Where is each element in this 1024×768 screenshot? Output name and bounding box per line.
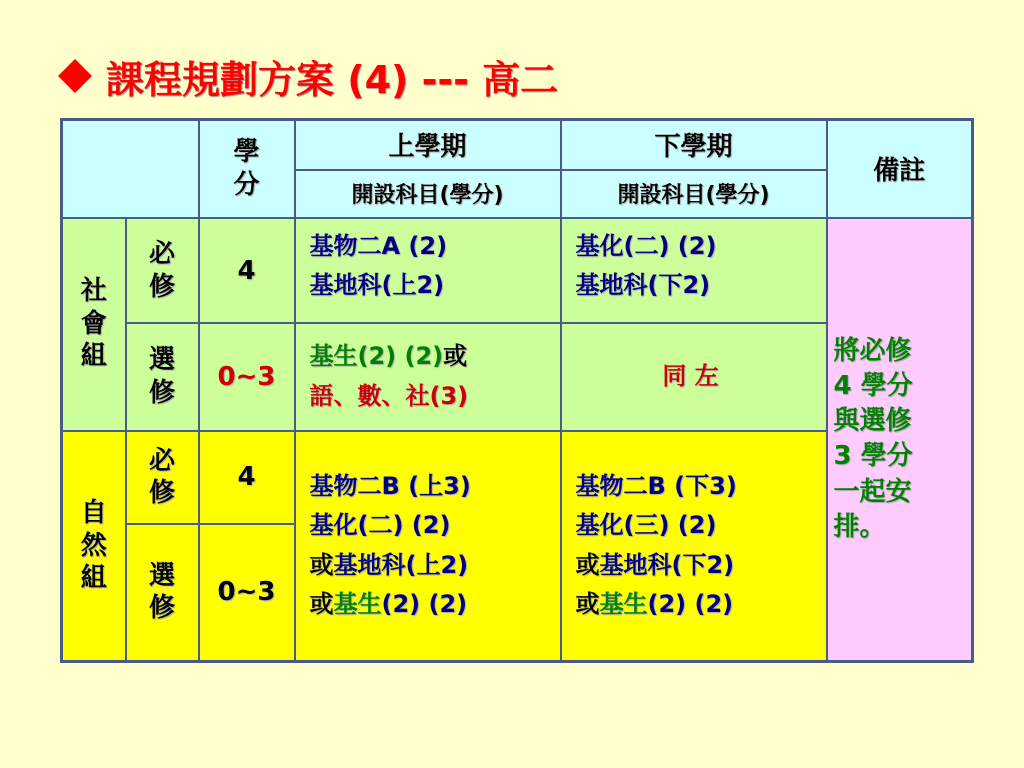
natural-first: 基物二B (上3) 基化(二) (2) 或基地科(上2) 或基生(2) (2) — [295, 431, 561, 662]
social-elective-first: 基生(2) (2)或 語、數、社(3) — [295, 323, 561, 430]
natural-required-label: 必修 — [126, 431, 199, 524]
natural-second: 基物二B (下3) 基化(三) (2) 或基地科(下2) 或基生(2) (2) — [561, 431, 827, 662]
social-required-label: 必修 — [126, 218, 199, 323]
social-elective-label: 選修 — [126, 323, 199, 430]
header-second-semester: 下學期 — [561, 120, 827, 170]
natural-required-credits: 4 — [199, 431, 295, 524]
natural-elective-label: 選修 — [126, 524, 199, 662]
social-elective-credits: 0~3 — [199, 323, 295, 430]
header-courses-second: 開設科目(學分) — [561, 170, 827, 218]
header-courses-first: 開設科目(學分) — [295, 170, 561, 218]
header-credits: 學分 — [199, 120, 295, 218]
group-natural-label: 自然組 — [62, 431, 126, 662]
title-text: 課程規劃方案 (4) --- 高二 — [106, 57, 559, 102]
remark-cell: 將必修 4 學分 與選修 3 學分 一起安 排。 — [827, 218, 973, 662]
social-required-first: 基物二A (2) 基地科(上2) — [295, 218, 561, 323]
curriculum-table — [60, 118, 974, 663]
social-elective-second: 同 左 — [561, 323, 827, 430]
social-required-credits: 4 — [199, 218, 295, 323]
group-social-label: 社會組 — [62, 218, 126, 431]
header-first-semester: 上學期 — [295, 120, 561, 170]
diamond-bullet-icon — [58, 59, 92, 93]
header-remarks: 備註 — [827, 120, 973, 218]
header-corner — [62, 120, 199, 218]
natural-elective-credits: 0~3 — [199, 524, 295, 662]
social-required-second: 基化(二) (2) 基地科(下2) — [561, 218, 827, 323]
page-title — [58, 46, 558, 106]
